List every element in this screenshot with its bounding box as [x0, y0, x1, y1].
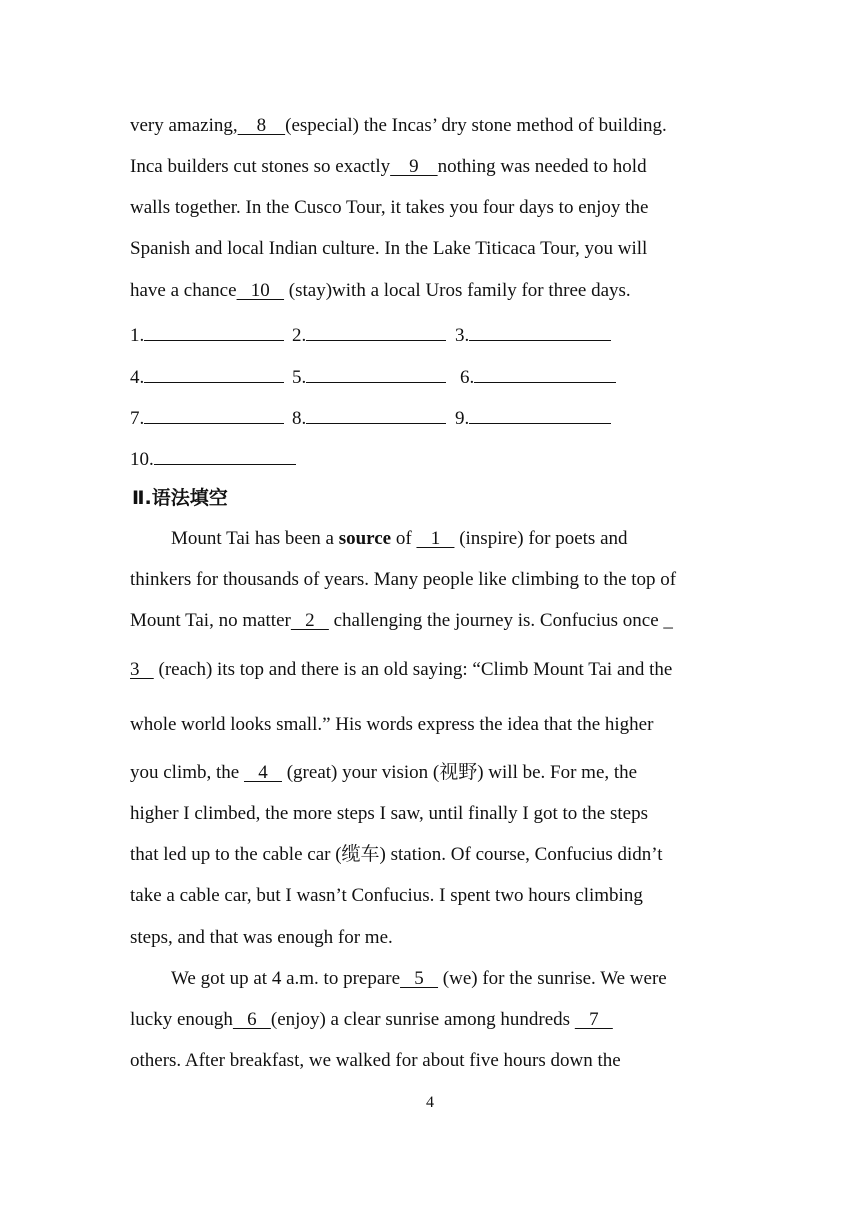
text-line — [171, 967, 667, 991]
text-segment: have a chance — [130, 280, 237, 301]
text-line: walls together. In the Cusco Tour, it takes you four days to enjoy the — [130, 197, 649, 218]
text-line: others. After breakfast, we walked for about five hours down the — [130, 1050, 621, 1071]
text-segment: you climb, the — [130, 762, 244, 783]
answer-label: 6. — [460, 367, 475, 388]
blank-4: 4 — [243, 762, 282, 783]
blank-5: 5 — [400, 968, 439, 989]
answer-blank[interactable] — [306, 404, 446, 424]
answer-blank[interactable] — [144, 404, 284, 424]
answer-row — [130, 404, 611, 431]
answer-blank[interactable] — [474, 363, 616, 383]
text-line — [130, 155, 647, 179]
page-number: 4 — [426, 1094, 434, 1111]
answer-label: 3. — [455, 325, 470, 346]
blank-7: 7 — [574, 1009, 613, 1030]
text-segment: Mount Tai, no matter — [130, 610, 291, 631]
text-line — [130, 609, 673, 633]
text-segment: (reach) its top and there is an old saying: “Climb Mount Tai and the — [153, 659, 673, 680]
blank-9: 9 — [390, 156, 438, 177]
answer-blank[interactable] — [154, 445, 296, 465]
text-segment: (stay)with a local Uros family for three days. — [284, 280, 631, 301]
blank-8: 8 — [237, 115, 286, 136]
text-segment: nothing was needed to hold — [437, 156, 647, 177]
text-line: Spanish and local Indian culture. In the Lake Titicaca Tour, you will — [130, 238, 648, 259]
text-segment: (enjoy) a clear sunrise among hundreds — [270, 1009, 575, 1030]
text-line — [130, 658, 672, 682]
text-line — [171, 527, 628, 551]
answer-blank[interactable] — [144, 321, 284, 341]
text-line — [130, 1008, 613, 1032]
answer-label: 10. — [130, 449, 154, 470]
section-heading: Ⅱ.语法填空 — [132, 487, 228, 509]
text-line: take a cable car, but I wasn’t Confucius. I spent two hours climbing — [130, 885, 643, 906]
text-segment: Mount Tai has been a — [171, 528, 339, 549]
blank-6: 6 — [232, 1009, 271, 1030]
text-line: higher I climbed, the more steps I saw, until finally I got to the steps — [130, 803, 648, 824]
text-segment: (especial) the Incas’ dry stone method of building. — [285, 115, 667, 136]
text-segment: challenging the journey is. Confucius once _ — [328, 610, 673, 631]
answer-label: 5. — [292, 367, 307, 388]
text-line — [130, 761, 637, 785]
answer-row — [130, 321, 611, 348]
answer-blank[interactable] — [306, 363, 446, 383]
answer-label: 7. — [130, 408, 145, 429]
text-segment: of — [391, 528, 417, 549]
answer-blank[interactable] — [469, 321, 611, 341]
answer-row — [130, 363, 616, 390]
text-line: whole world looks small.” His words express the idea that the higher — [130, 714, 654, 735]
blank-1: 1 — [416, 528, 455, 549]
blank-3: 3 — [130, 659, 154, 680]
answer-label: 4. — [130, 367, 145, 388]
text-line — [130, 114, 667, 138]
text-segment: (inspire) for poets and — [454, 528, 628, 549]
answer-row — [130, 445, 296, 472]
answer-blank[interactable] — [144, 363, 284, 383]
answer-label: 2. — [292, 325, 307, 346]
answer-label: 1. — [130, 325, 145, 346]
answer-blank[interactable] — [469, 404, 611, 424]
text-segment: Inca builders cut stones so exactly — [130, 156, 391, 177]
text-segment: We got up at 4 a.m. to prepare — [171, 968, 401, 989]
text-line — [130, 279, 631, 303]
text-line: that led up to the cable car (缆车) station. Of course, Confucius didn’t — [130, 844, 663, 865]
answer-label: 8. — [292, 408, 307, 429]
text-line: thinkers for thousands of years. Many people like climbing to the top of — [130, 569, 677, 590]
answer-blank[interactable] — [306, 321, 446, 341]
blank-10: 10 — [236, 280, 285, 301]
blank-2: 2 — [290, 610, 329, 631]
text-segment: (great) your vision (视野) will be. For me, the — [281, 762, 638, 783]
answer-label: 9. — [455, 408, 470, 429]
text-segment: (we) for the sunrise. We were — [438, 968, 667, 989]
text-segment: very amazing, — [130, 115, 238, 136]
text-segment: lucky enough — [130, 1009, 233, 1030]
bold-word: source — [338, 528, 392, 549]
text-line: steps, and that was enough for me. — [130, 927, 393, 948]
